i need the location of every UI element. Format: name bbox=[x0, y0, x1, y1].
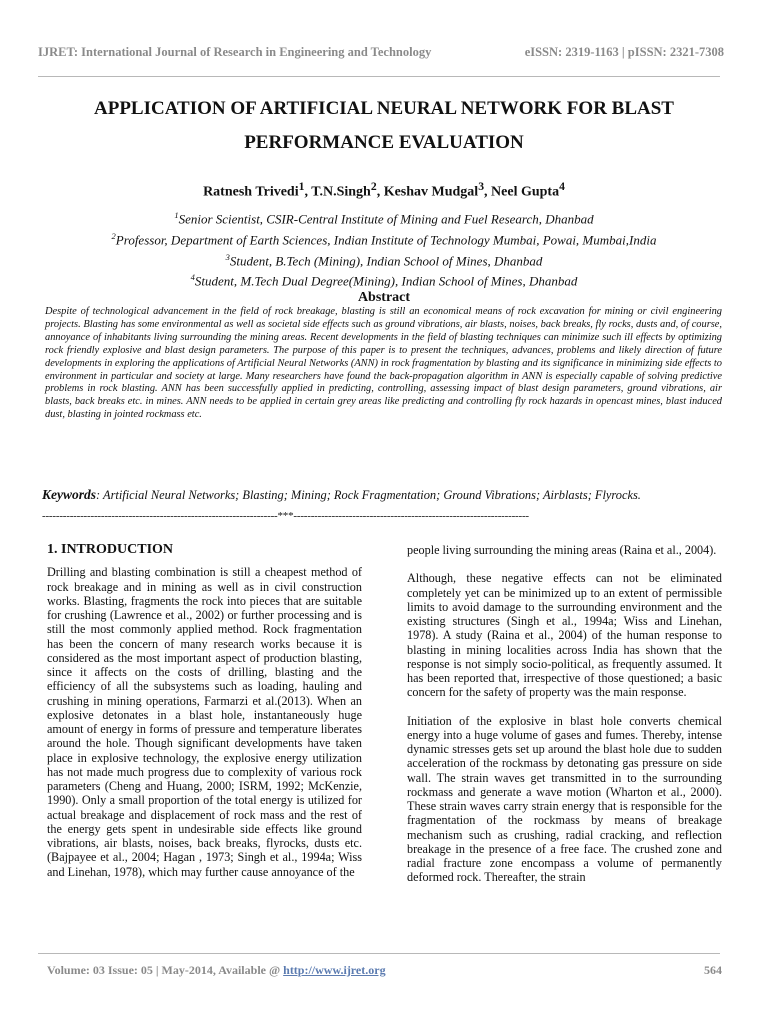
author-name: Ratnesh Trivedi bbox=[203, 184, 299, 200]
affiliation-sup: 4 bbox=[190, 272, 195, 283]
author-sep: , bbox=[376, 184, 384, 200]
journal-header: IJRET: International Journal of Research in Engineering and Technology bbox=[38, 45, 432, 59]
affiliation-text: Senior Scientist, CSIR-Central Institute of Mining and Fuel Research, Dhanbad bbox=[178, 211, 594, 227]
affiliation bbox=[0, 249, 768, 270]
author-list bbox=[0, 180, 768, 201]
abstract-heading: Abstract bbox=[357, 290, 411, 305]
keywords-text: : Artificial Neural Networks; Blasting; Mining; Rock Fragmentation; Ground Vibrations; Airblasts; Flyrocks. bbox=[96, 488, 641, 502]
affiliation-sup: 3 bbox=[225, 251, 230, 262]
author-sup: 1 bbox=[298, 180, 305, 193]
author-sup: 3 bbox=[478, 180, 485, 193]
footer-volume bbox=[47, 963, 386, 978]
author-sep: , bbox=[484, 184, 492, 200]
left-column bbox=[47, 543, 362, 893]
issn-header: eISSN: 2319-1163 | pISSN: 2321-7308 bbox=[524, 45, 724, 59]
affiliation bbox=[0, 269, 768, 290]
author-name: Keshav Mudgal bbox=[383, 184, 479, 200]
footer-divider bbox=[38, 953, 720, 954]
affiliation-list bbox=[0, 207, 768, 290]
abstract-body: Despite of technological advancement in the field of rock breakage, blasting is still an economical means of rock excavation for mining or civil engineering projects. Blasting has some environmental as well as societal side effects such as ground vibrations, air blasts, noises, back breaks, fly rocks, dusts and, of course, annoyance of inhabitants living surrounding the mining areas. Recent developments in the field of blasting techniques can minimize such ill effects by optimizing rock friendly explosive and blast design parameters. The purpose of this paper is to present the techniques, advances, problems and likely direction of future developments in exploring the applications of Artificial Neural Networks (ANN) in rock fragmentation by blasting and its significance in minimizing side effects to environment in particular and society at large. Many researchers have found the back-propagation algorithm in ANN is especially capable of solving predictive problems in rock blasting. ANN has been successfully applied in predicting, controlling, assessing impact of blast design parameters, ground vibrations, air blasts, back breaks etc. in mines. ANN needs to be applied in certain grey areas like predicting and controlling fly rock hazards in opencast mines, blast induced dust, blasting in jointed rockmass etc. bbox=[45, 306, 722, 421]
author-sup: 4 bbox=[559, 180, 565, 193]
section-separator: --------------------------------------------------------------------***-------------------------------------------------------------------- bbox=[42, 510, 529, 522]
affiliation-sup: 1 bbox=[174, 210, 179, 220]
author-sep: , bbox=[304, 184, 312, 200]
paragraph: Initiation of the explosive in blast hole converts chemical energy into a huge volume of gases and fumes. Thereby, intense dynamic stresses gets set up around the blast hole due to sudden acceleration of the rockmass by detonating gas pressure on side wall. The strain waves get transmitted in to the surrounding rockmass and generate a wave motion (Wharton et al., 2000). These strain waves carry strain energy that is responsible for the fragmentation of the rockmass by means of breakage mechanism such as crushing, radial cracking, and reflection breakage in the presence of a free face. The crushed zone and radial fracture zone encompass a volume of permanently deformed rock. Thereafter, the strain bbox=[407, 713, 722, 885]
affiliation bbox=[0, 207, 768, 228]
keywords-label: Keywords bbox=[42, 487, 96, 502]
author-sup: 2 bbox=[370, 180, 377, 193]
page-number: 564 bbox=[704, 963, 722, 977]
section-heading: 1. INTRODUCTION bbox=[47, 542, 174, 557]
paragraph: Drilling and blasting combination is still a cheapest method of rock breakage and in mining as well as in civil construction works. Blasting, fragments the rock into pieces that are suitable for crushing (Lawrence et al., 2002) or further processing and is still the most commonly applied method. Rock fragmentation has been the concern of many research works because it is considered as the most important aspect of production blasting, since it affects on the costs of drilling, blasting and the efficiency of all the subsystems such as loading, hauling and crushing in mining operations, Farmarzi et al.(2013). When an explosive detonates in a blast hole, instantaneously huge amount of energy in forms of pressure and temperature liberates around the hole. Though significant developments have taken place in explosive technology, the explosive energy utilization has not made much progress due to complexity of various rock parameters (Cheng and Huang, 2000; ISRM, 1992; McKenzie, 1990). Only a small proportion of the total energy is utilized for actual breakage and displacement of rock mass and the rest of the energy gets spent in undesirable side effects like ground vibrations, air blasts, noises, back breaks, flyrocks, dusts etc. (Bajpayee et al., 2004; Hagan , 1973; Singh et al., 1994a; Wiss and Linehan, 1978), which may further cause annoyance of the bbox=[47, 565, 362, 879]
paragraph: Although, these negative effects can not be eliminated completely yet can be minimized up to an extent of permissible limits to avoid damage to the surrounding environment and the existing structures (Singh et al., 1994a; Wiss and Linehan, 1978). A study (Raina et al., 2004) of the human response to blasting in mining localities across India has shown that the response is not simply socio-political, as frequently assumed. It has been reported that, irrespective of those questioned; a basic concern for the safety of property was the main response. bbox=[407, 571, 722, 700]
author-name: Neel Gupta bbox=[491, 184, 560, 200]
affiliation-text: Professor, Department of Earth Sciences, Indian Institute of Technology Mumbai, Powai, Mumbai,India bbox=[115, 232, 657, 248]
footer-volume-text: Volume: 03 Issue: 05 | May-2014, Available @ bbox=[47, 963, 284, 977]
header-divider bbox=[38, 76, 720, 77]
affiliation-sup: 2 bbox=[111, 230, 116, 241]
affiliation-text: Student, M.Tech Dual Degree(Mining), Indian School of Mines, Dhanbad bbox=[194, 273, 578, 289]
paper-title bbox=[40, 92, 728, 160]
keywords-line bbox=[42, 487, 728, 503]
title-line-1: APPLICATION OF ARTIFICIAL NEURAL NETWORK FOR BLAST bbox=[94, 98, 674, 119]
right-column bbox=[407, 543, 722, 899]
author-name: T.N.Singh bbox=[311, 184, 371, 200]
paragraph: people living surrounding the mining areas (Raina et al., 2004). bbox=[407, 543, 717, 557]
affiliation bbox=[0, 228, 768, 249]
title-line-2: PERFORMANCE EVALUATION bbox=[244, 132, 524, 153]
journal-link[interactable]: http://www.ijret.org bbox=[283, 963, 386, 977]
affiliation-text: Student, B.Tech (Mining), Indian School of Mines, Dhanbad bbox=[229, 252, 543, 268]
